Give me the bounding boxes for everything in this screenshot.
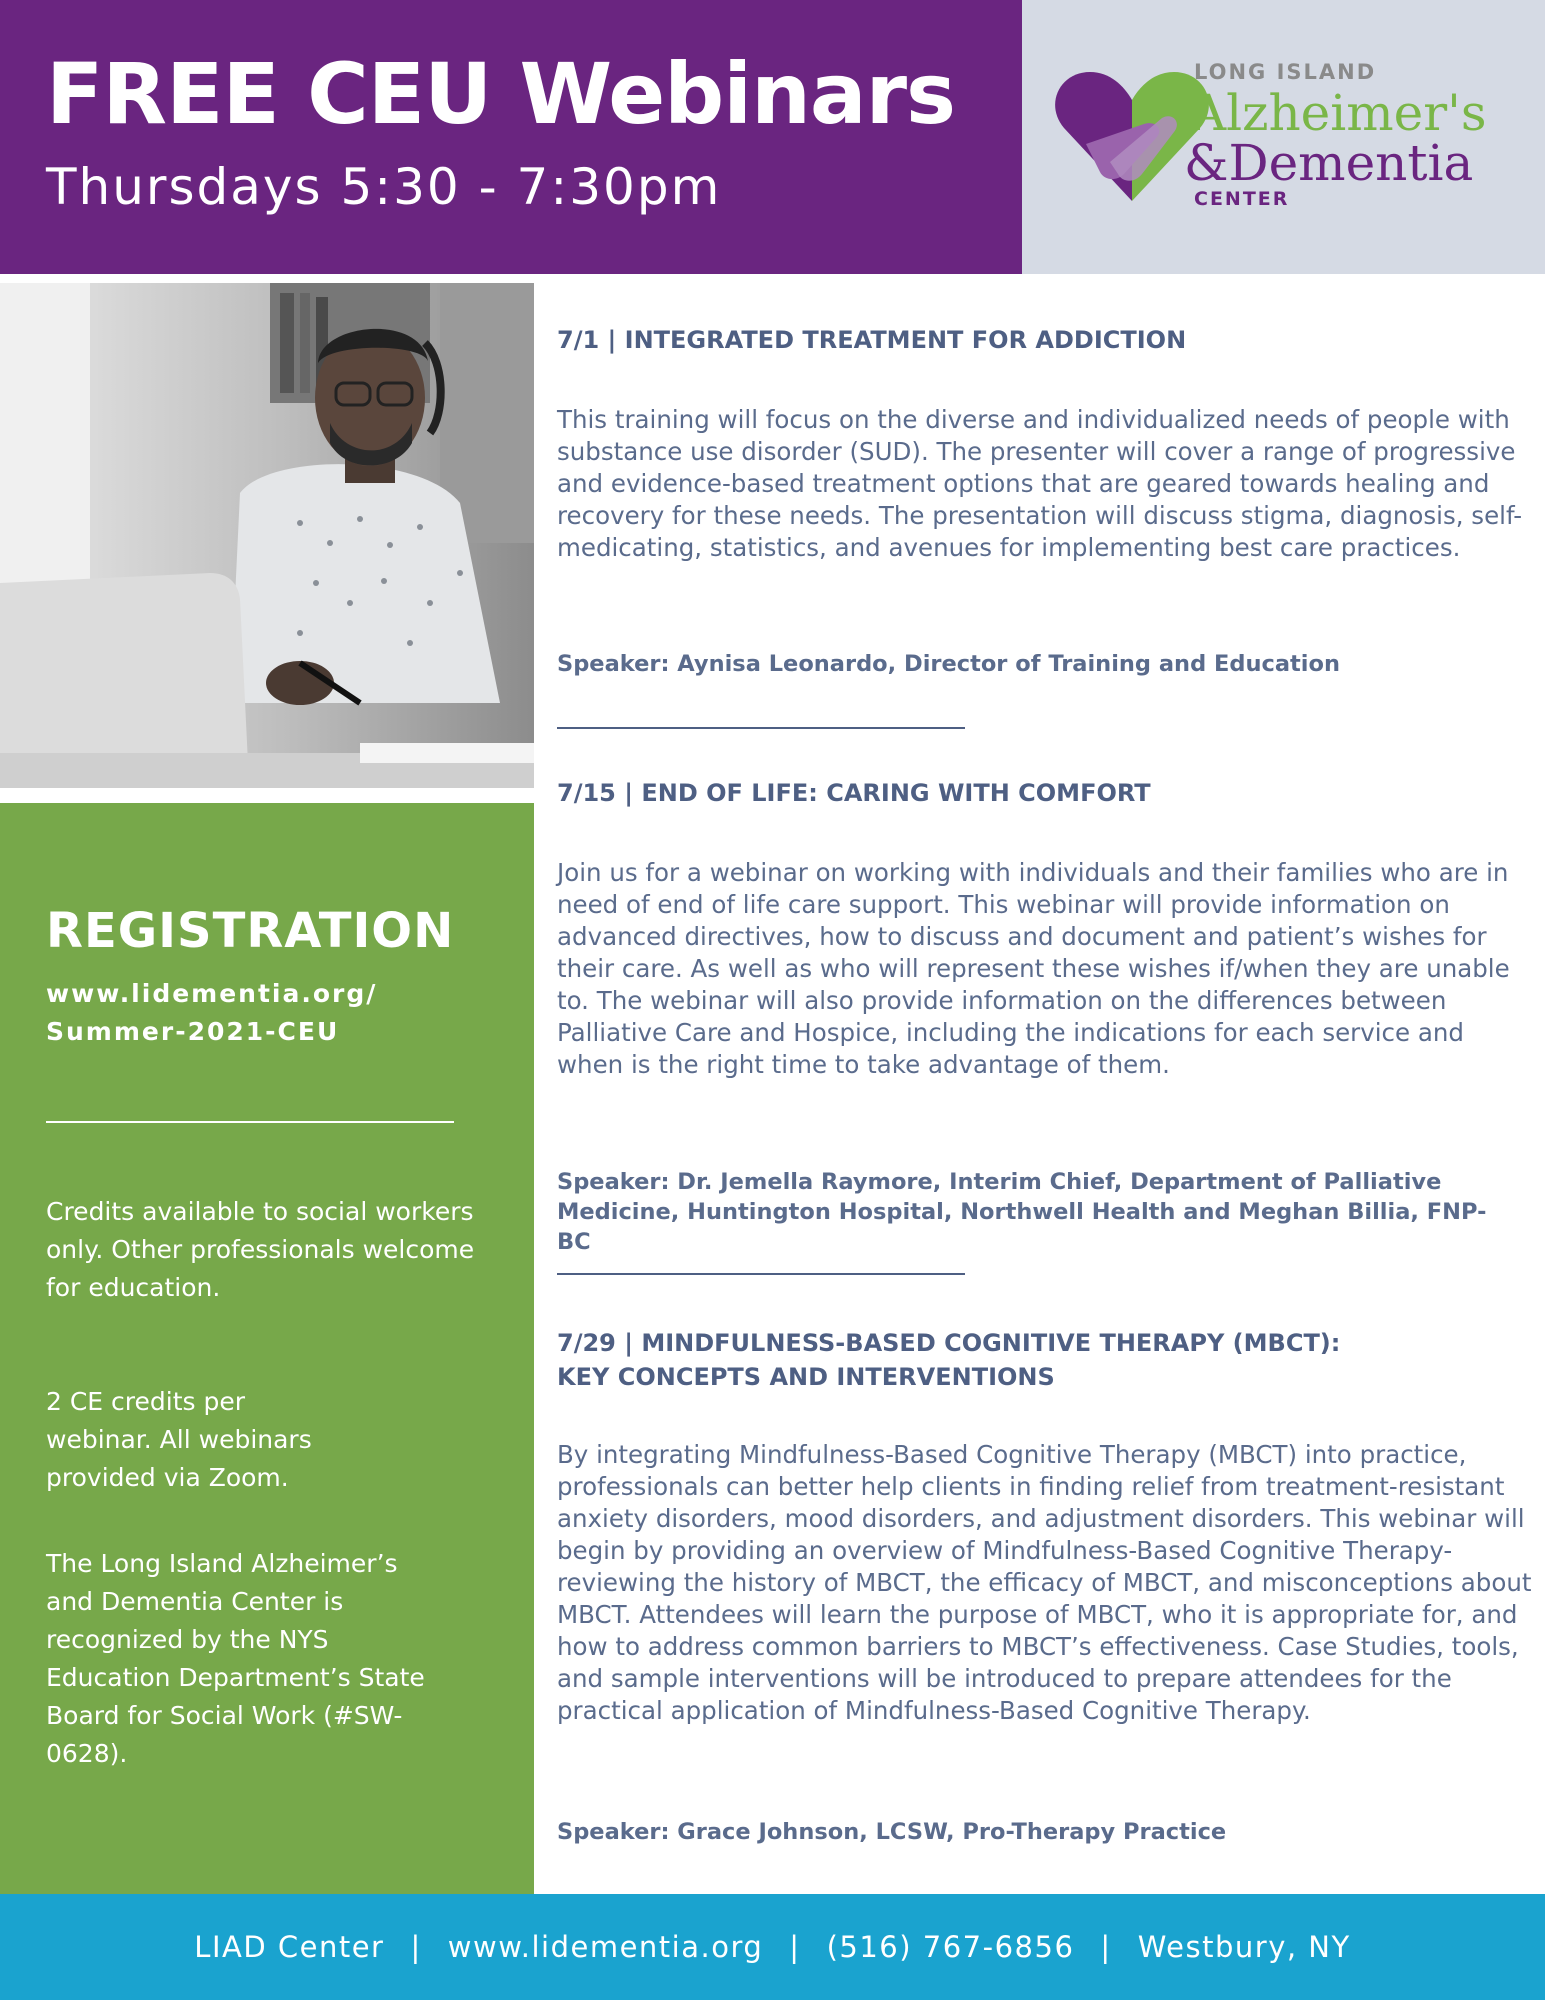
logo-line-long-island: LONG ISLAND <box>1194 60 1377 84</box>
session-title: 7/1 | INTEGRATED TREATMENT FOR ADDICTION <box>557 326 1187 354</box>
footer-separator: | <box>410 1930 422 1964</box>
footer-separator: | <box>789 1930 801 1964</box>
sidebar-divider <box>46 1121 454 1123</box>
ce-credits-note: 2 CE credits per webinar. All webinars provided via Zoom. <box>46 1387 312 1492</box>
registration-url-line-1[interactable]: www.lidementia.org/ <box>46 979 378 1008</box>
session-description: Join us for a webinar on working with individuals and their families who are in need of end of life care support. This webinar will provide information on advanced directives, how to discuss and document and patient’s wishes for their care. As well as who will represent these wishes if/when they are unable to. The webinar will also provide information on the differences between Palliative Care and Hospice, including the indications for each service and when is the right time to take advantage of them. <box>557 858 1510 1079</box>
session-title-line-2: KEY CONCEPTS AND INTERVENTIONS <box>557 1363 1055 1391</box>
footer-bar <box>0 1894 1545 2000</box>
footer-separator: | <box>1100 1930 1112 1964</box>
registration-sidebar <box>0 803 534 1894</box>
photo-man-at-laptop <box>0 283 534 788</box>
logo-line-dementia: &Dementia <box>1184 134 1474 192</box>
footer-org: LIAD Center <box>194 1930 385 1964</box>
logo-panel <box>1022 0 1545 274</box>
session-speaker: Speaker: Grace Johnson, LCSW, Pro-Therapy Practice <box>557 1819 1227 1845</box>
credits-note: Credits available to social workers only. Other professionals welcome for education. <box>46 1197 475 1302</box>
session-speaker: Speaker: Aynisa Leonardo, Director of Training and Education <box>557 651 1340 677</box>
logo-line-center: CENTER <box>1194 188 1290 210</box>
session-title-line-1: 7/29 | MINDFULNESS-BASED COGNITIVE THERAPY (MBCT): <box>557 1329 1341 1357</box>
registration-link[interactable] <box>46 975 486 1051</box>
photo-illustration <box>0 283 534 788</box>
footer-location: Westbury, NY <box>1137 1930 1351 1964</box>
session-description: By integrating Mindfulness-Based Cognitive Therapy (MBCT) into practice, professionals can better help clients in finding relief from treatment-resistant anxiety disorders, mood disorders, and adjustment disorders. This webinar will begin by providing an overview of Mindfulness-Based Cognitive Therapy- reviewing the history of MBCT, the efficacy of MBCT, and misconceptions about MBCT. Attendees will learn the purpose of MBCT, who it is appropriate for, and how to address common barriers to MBCT’s effectiveness. Case Studies, tools, and sample interventions will be introduced to prepare attendees for the practical application of Mindfulness-Based Cognitive Therapy. <box>557 1440 1532 1725</box>
session-divider <box>557 727 965 729</box>
session-divider <box>557 1273 965 1275</box>
session-speaker: Speaker: Dr. Jemella Raymore, Interim Chief, Department of Palliative Medicine, Huntington Hospital, Northwell Health and Meghan Billia, FNP-BC <box>557 1169 1487 1255</box>
session-title: 7/15 | END OF LIFE: CARING WITH COMFORT <box>557 779 1151 807</box>
registration-heading: REGISTRATION <box>46 903 455 959</box>
session-title <box>557 1326 1340 1394</box>
footer-website-link[interactable]: www.lidementia.org <box>447 1930 764 1964</box>
session-description: This training will focus on the diverse and individualized needs of people with substance use disorder (SUD). The presenter will cover a range of progressive and evidence-based treatment options that are geared towards healing and recovery for these needs. The presentation will discuss stigma, diagnosis, self-medicating, statistics, and avenues for implementing best care practices. <box>557 405 1523 562</box>
accreditation-note: The Long Island Alzheimer’s and Dementia Center is recognized by the NYS Education Department’s State Board for Social Work (#SW-0628). <box>46 1549 425 1768</box>
registration-url-line-2[interactable]: Summer-2021-CEU <box>46 1017 340 1046</box>
schedule-subtitle: Thursdays 5:30 - 7:30pm <box>46 158 722 216</box>
logo-line-alzheimers: Alzheimer's <box>1190 84 1487 142</box>
page-title: FREE CEU Webinars <box>46 45 956 143</box>
footer-phone[interactable]: (516) 767-6856 <box>826 1930 1075 1964</box>
header-banner <box>0 0 1022 274</box>
